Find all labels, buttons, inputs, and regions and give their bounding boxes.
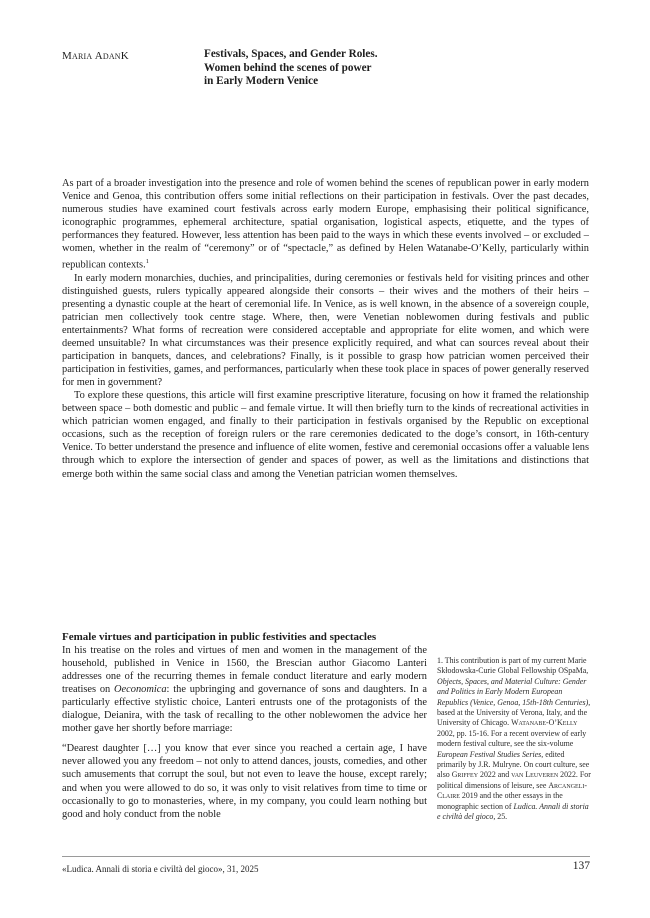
article-title <box>204 48 434 89</box>
author-first-rest: aria <box>71 50 93 62</box>
title-line: Festivals, Spaces, and Gender Roles. <box>204 48 378 60</box>
introduction-text <box>62 177 589 481</box>
section-heading: Female virtues and participation in public festivities and spectacles <box>62 631 377 643</box>
author-last-rest: danK <box>102 50 129 62</box>
paragraph: In his treatise on the roles and virtues of men and women in the management of the household, published in Venice in 1560, the Brescian author Giacomo Lanteri addresses one of the recurring themes in female conduct literature and early modern treatises on Oeconomica: the upbringing and governance of sons and daughters. In a particularly effective stylistic choice, Lanteri entrusts one of the protagonists of the dialogue, Deianira, with the task of recalling to the other noblewomen the advice her mother gave her shortly before marriage: <box>62 645 427 735</box>
block-quote: “Dearest daughter […] you know that ever since you reached a certain age, I have never allowed you any freedom – not only to attend dances, jousts, comedies, and other such amusements that corrupt the soul, but not even to leave the house, except rarely; and when you were allowed to do so, it was only to visit relatives from time to time or occasionally to go to monasteries, where, in my company, you could learn nothing but good and holy conduct from the noble <box>62 743 427 820</box>
section-column <box>62 631 427 821</box>
paragraph: In early modern monarchies, duchies, and principalities, during ceremonies or festivals held for visiting princes and other distinguished guests, rulers typically appeared alongside their consorts – their wives and the mothers of their heirs – presenting a dynastic couple at the heart of ceremonial life. In Venice, as is well known, in the absence of a sovereign couple, patrician men collectively took centre stage. Where, then, were Venetian noblewomen during festivals and public entertainments? What forms of recreation were considered acceptable and appropriate for elite women, and which were deemed unsuitable? In what circumstances was their presence explicitly required, and what can sources reveal about their participation in banquets, dances, and celebrations? Finally, is it possible to grasp how patrician women perceived their participation in festivities, games, and performances, particularly when these took place in spaces of power generally reserved for men in government? <box>62 272 589 389</box>
author-initial-first: M <box>62 50 72 62</box>
author-initial-last: A <box>94 50 103 62</box>
title-line: in Early Modern Venice <box>204 75 319 88</box>
footnote-1: 1. This contribution is part of my current Marie Skłodowska-Curie Global Fellowship OSpaMa, Objects, Spaces, and Material Culture: Gender and Politics in Early Modern European Republics (Venice, Genoa, 15th-18th Centuries), based at the University of Verona, Italy, and the University of Chicago. Watanabe-O’Kelly 2002, pp. 15-16. For a recent overview of early modern festival culture, see the six-volume European Festival Studies Series, edited primarily by J.R. Mulryne. On court culture, see also Griffey 2022 and van Leuveren 2022. For political dimensions of leisure, see Arcangeli-Claire 2019 and the other essays in the monographic section of Ludica. Annali di storia e civiltà del gioco, 25. <box>437 656 591 822</box>
journal-citation: «Ludica. Annali di storia e civiltà del gioco», 31, 2025 <box>62 864 259 874</box>
paragraph: As part of a broader investigation into the presence and role of women behind the scenes of republican power in early modern Venice and Genoa, this contribution offers some initial reflections on their participation in festivals. Over the past decades, numerous studies have examined court festivals across early modern Europe, emphasising their political significance, iconographic programmes, ephemeral architecture, spatial organisation, logistical aspects, etiquette, and the types of performances they featured. However, less attention has been paid to the ways in which these events involved – or excluded – women, whether in the realm of “ceremony” or of “spectacle,” as defined by Helen Watanabe-O’Kelly, particularly within republican contexts.$^1$ <box>62 178 589 271</box>
footer-divider <box>62 856 590 857</box>
page-number: 137 <box>572 860 590 872</box>
title-line: Women behind the scenes of power <box>204 61 372 74</box>
footnote-marker: 1 <box>145 258 149 266</box>
paragraph: To explore these questions, this article will first examine prescriptive literature, focusing on how it framed the relationship between space – both domestic and public – and female virtue. It will then briefly turn to the kinds of recreational activities in which patrician women engaged, and finally to their participation in festivals organised by the Republic on exceptional occasions, such as the reception of foreign rulers or the rare ceremonies dedicated to the doge’s consort, in 16th-century Venice. To better understand the presence and influence of elite women, festive and ceremonial occasions offer a valuable lens through which to explore the intersection of gender and spaces of power, as well as the limitations and distinctions that emerge both within the same social class and among the Venetian patrician women themselves. <box>62 390 589 480</box>
running-head-author <box>62 50 129 62</box>
